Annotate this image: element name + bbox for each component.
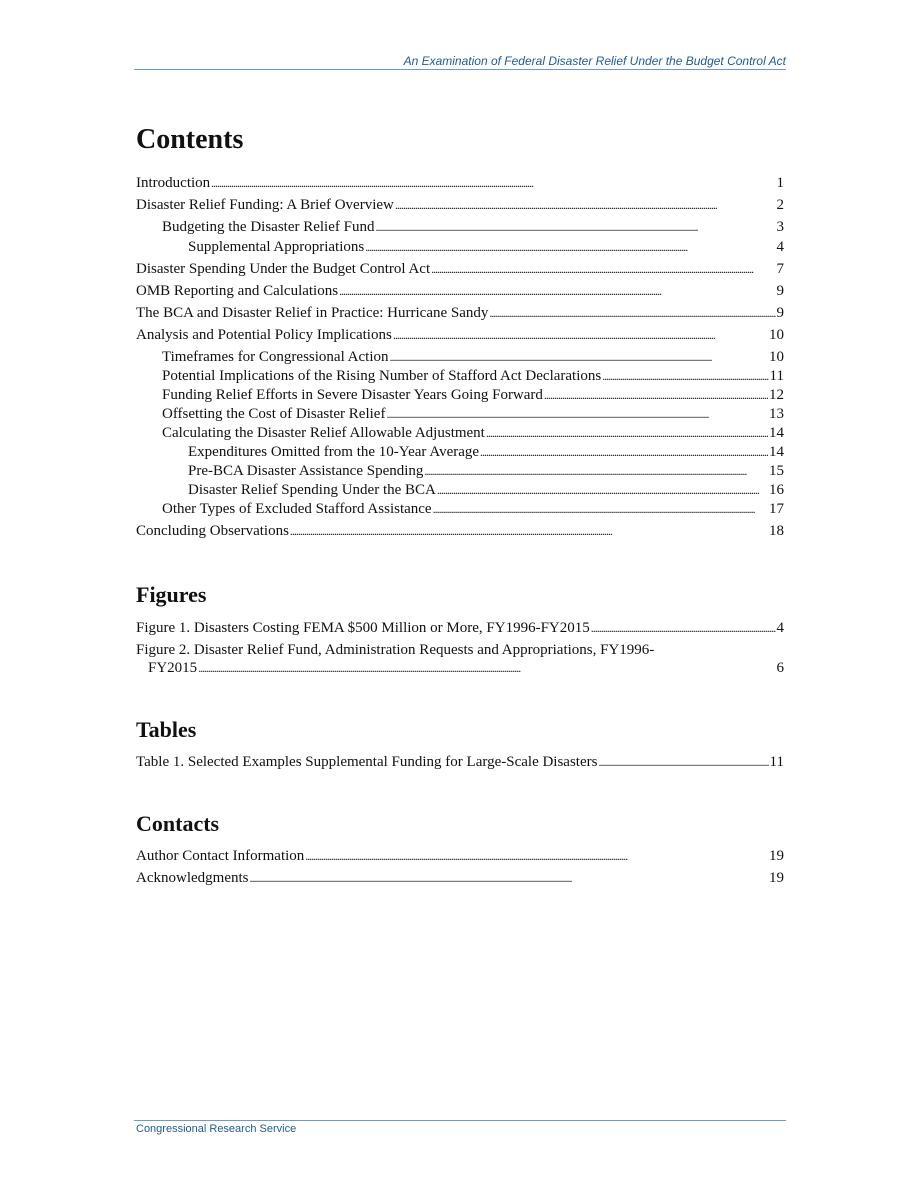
contact-entry[interactable]: Acknowledgments . . . 19 [136, 869, 784, 887]
contents-list [136, 174, 784, 540]
figures-list [136, 619, 784, 677]
footer-source: Congressional Research Service [136, 1123, 297, 1135]
toc-entry[interactable]: Pre-BCA Disaster Assistance Spending . . . 15 [136, 462, 784, 480]
toc-entry[interactable]: Introduction . . . 1 [136, 174, 784, 192]
contents-title: Contents [136, 124, 244, 155]
toc-entry[interactable]: Budgeting the Disaster Relief Fund . . . 3 [136, 218, 784, 236]
toc-entry[interactable]: Offsetting the Cost of Disaster Relief . . . 13 [136, 405, 784, 423]
contacts-title: Contacts [136, 811, 220, 836]
contact-entry[interactable]: Author Contact Information . . . 19 [136, 847, 784, 865]
header-rule [134, 69, 786, 70]
toc-entry[interactable]: Timeframes for Congressional Action . . . 10 [136, 348, 784, 366]
toc-entry[interactable]: Disaster Relief Spending Under the BCA . . . 16 [136, 481, 784, 499]
running-header: An Examination of Federal Disaster Relief Under the Budget Control Act [403, 54, 786, 68]
toc-entry[interactable]: Concluding Observations . . . 18 [136, 522, 784, 540]
toc-entry[interactable]: OMB Reporting and Calculations . . . 9 [136, 282, 784, 300]
tables-title: Tables [136, 717, 197, 742]
tables-list [136, 753, 784, 771]
toc-entry[interactable]: The BCA and Disaster Relief in Practice: Hurricane Sandy . . . 9 [136, 304, 784, 322]
figure-entry[interactable]: Figure 1. Disasters Costing FEMA $500 Million or More, FY1996-FY2015 . . . 4 [136, 619, 784, 637]
toc-entry[interactable]: Disaster Relief Funding: A Brief Overview . . . 2 [136, 196, 784, 214]
toc-entry[interactable]: Calculating the Disaster Relief Allowable Adjustment . . . 14 [136, 424, 784, 442]
toc-entry[interactable]: Potential Implications of the Rising Number of Stafford Act Declarations . . . 11 [136, 367, 784, 385]
toc-entry[interactable]: Funding Relief Efforts in Severe Disaster Years Going Forward . . . 12 [136, 386, 784, 404]
figures-title: Figures [136, 582, 207, 607]
toc-entry[interactable]: Other Types of Excluded Stafford Assistance . . . 17 [136, 500, 784, 518]
figure-entry[interactable]: Figure 2. Disaster Relief Fund, Administration Requests and Appropriations, FY1996- FY2015 . . . 6 [136, 641, 784, 677]
contacts-list [136, 847, 784, 887]
toc-entry[interactable]: Supplemental Appropriations . . . 4 [136, 238, 784, 256]
toc-entry[interactable]: Analysis and Potential Policy Implications . . . 10 [136, 326, 784, 344]
footer-rule [134, 1120, 786, 1121]
table-entry[interactable]: Table 1. Selected Examples Supplemental Funding for Large-Scale Disasters . . . 11 [136, 753, 784, 771]
toc-entry[interactable]: Disaster Spending Under the Budget Control Act . . . 7 [136, 260, 784, 278]
toc-entry[interactable]: Expenditures Omitted from the 10-Year Average . . . 14 [136, 443, 784, 461]
